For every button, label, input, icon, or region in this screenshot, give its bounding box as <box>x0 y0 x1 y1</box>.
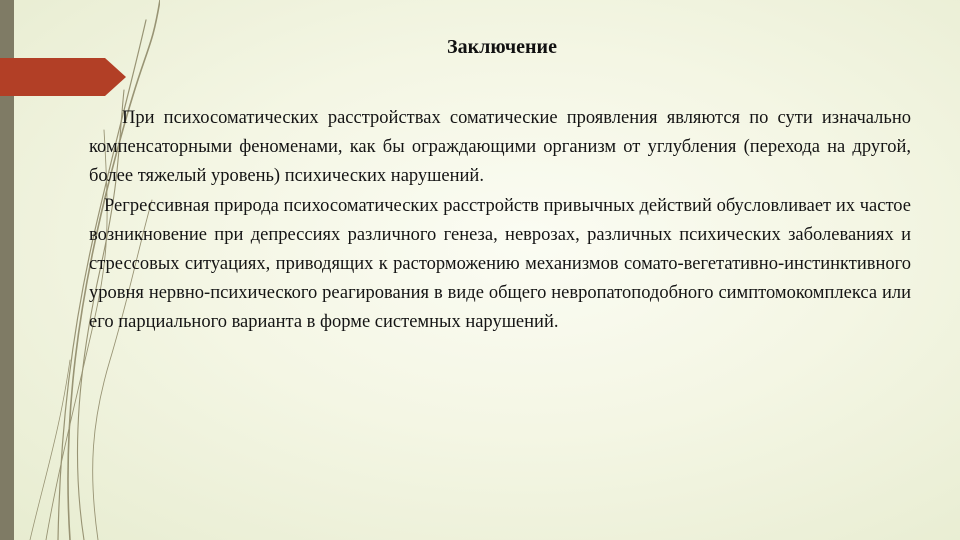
paragraph-2: Регрессивная природа психосоматических расстройств привычных действий обусловливает их частое возникновение при депрессиях различного генеза, неврозах, различных психических заболеваниях и стрессовых ситуациях, приводящих к расторможению механизмов сомато-вегетативно-инстинктивного уровня нервно-психического реагирования в виде общего невропатоподобного симптомокомплекса или его парциального варианта в форме системных нарушений. <box>89 195 911 333</box>
accent-tab <box>0 58 126 96</box>
slide-body <box>89 104 911 338</box>
slide-title: Заключение <box>447 36 557 58</box>
paragraph-1: При психосоматических расстройствах соматические проявления являются по сути изначально компенсаторными феноменами, как бы ограждающими организм от углубления (перехода на другой, более тяжелый уровень) психических нарушений. <box>89 108 911 187</box>
